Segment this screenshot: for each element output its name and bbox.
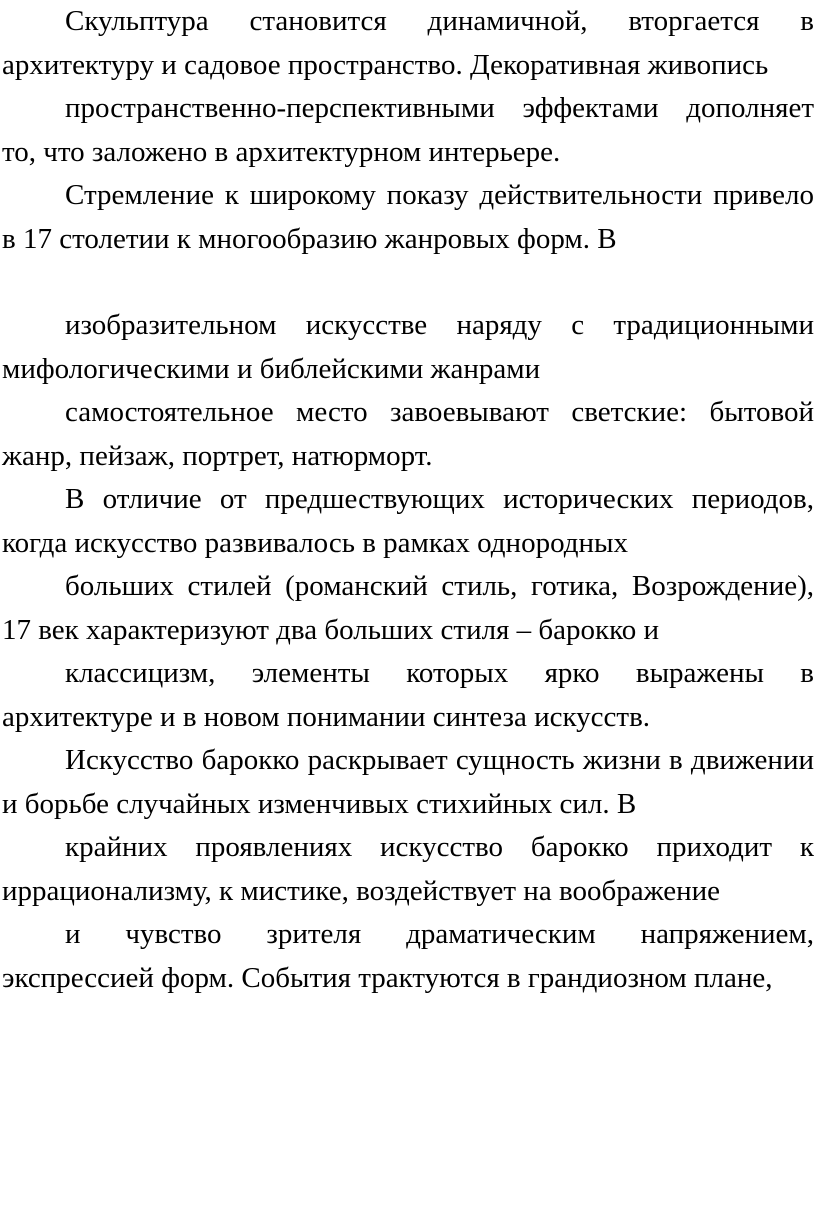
paragraph-secular-genres: самостоятельное место завоевывают светские: бытовой жанр, пейзаж, портрет, натюрморт. bbox=[2, 396, 814, 472]
paragraph-perspective-effects: пространственно-перспективными эффектами дополняет то, что заложено в архитектурном интерьере. bbox=[2, 92, 814, 168]
paragraph-baroque-extremes: крайних проявлениях искусство барокко приходит к иррационализму, к мистике, воздействует на воображение bbox=[2, 831, 814, 907]
paragraph-genre-forms: Стремление к широкому показу действительности привело в 17 столетии к многообразию жанровых форм. В bbox=[2, 179, 814, 255]
paragraph-great-styles: больших стилей (романский стиль, готика, Возрождение), 17 век характеризуют два больших стиля – барокко и bbox=[2, 570, 814, 646]
paragraph-viewer-feeling: и чувство зрителя драматическим напряжением, экспрессией форм. События трактуются в грандиозном плане, bbox=[2, 918, 814, 994]
paragraph-classicism: классицизм, элементы которых ярко выражены в архитектуре и в новом понимании синтеза искусств. bbox=[2, 657, 814, 733]
paragraph-sculpture: Скульптура становится динамичной, вторгается в архитектуру и садовое пространство. Декоративная живопись bbox=[2, 5, 814, 81]
paragraph-historical-periods: В отличие от предшествующих исторических периодов, когда искусство развивалось в рамках однородных bbox=[2, 483, 814, 559]
paragraph-visual-arts: изобразительном искусстве наряду с традиционными мифологическими и библейскими жанрами bbox=[2, 309, 814, 385]
paragraph-gap bbox=[2, 261, 814, 304]
paragraph-baroque-essence: Искусство барокко раскрывает сущность жизни в движении и борьбе случайных изменчивых стихийных сил. В bbox=[2, 744, 814, 820]
